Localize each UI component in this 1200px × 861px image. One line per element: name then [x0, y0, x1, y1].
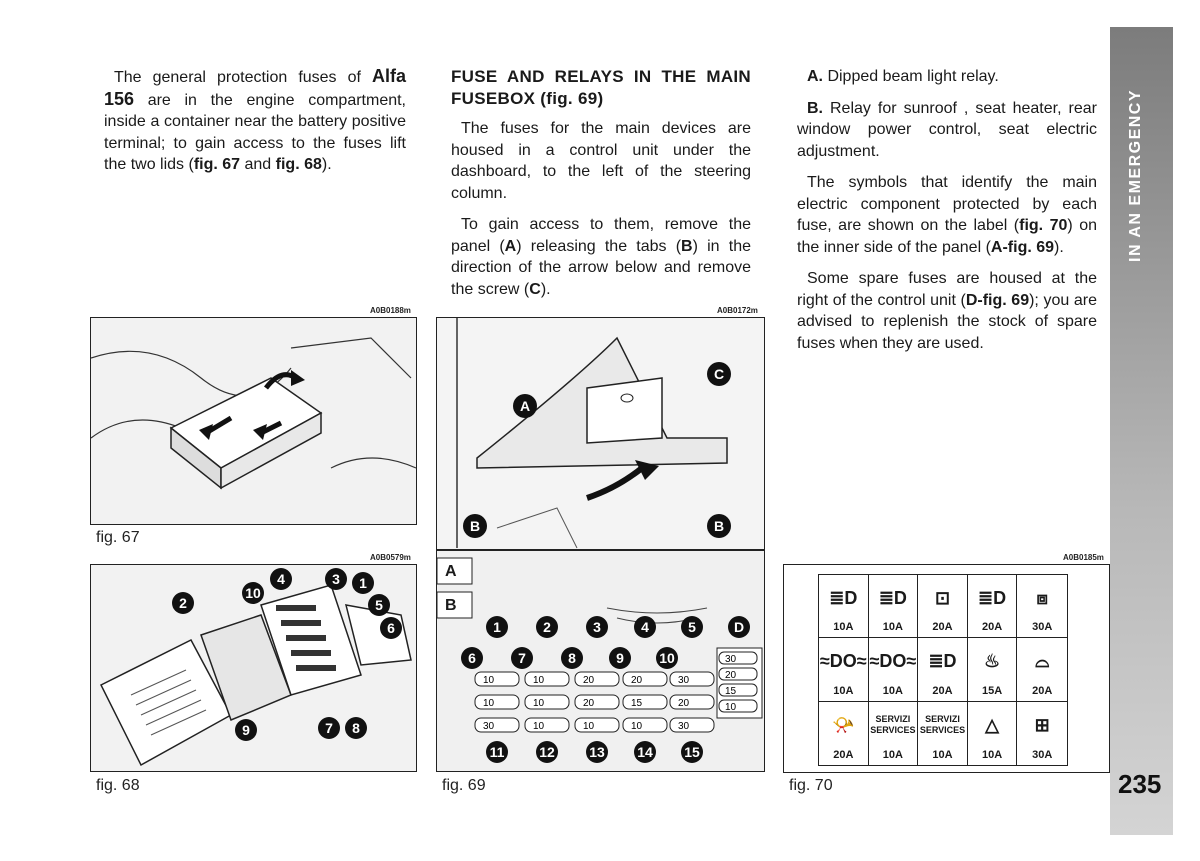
paragraph-spares: Some spare fuses are housed at the right of the control unit (D-fig. 69); you are advised to replenish the stock of spare fuses when they are used.	[797, 270, 1097, 352]
section-title	[1127, 234, 1145, 262]
svg-text:10: 10	[533, 698, 545, 709]
fuse-amperage: 30A	[1032, 621, 1053, 634]
fig69-callout-d	[728, 616, 750, 638]
fig69-spare-fuse	[719, 652, 757, 665]
fig68-illustration	[90, 564, 417, 772]
svg-text:30: 30	[483, 721, 495, 732]
fuse-symbol-servizi-services: SERVIZI SERVICES	[919, 714, 966, 736]
svg-text:C: C	[713, 366, 725, 382]
fig69-fuse-number-8	[561, 647, 583, 669]
fuse-label-cell	[918, 702, 968, 765]
fuse-symbol-label	[818, 574, 1068, 766]
fig69-illustration	[436, 317, 765, 772]
fuse-label-cell	[1017, 575, 1067, 638]
svg-text:30: 30	[725, 654, 737, 665]
svg-text:9: 9	[616, 650, 624, 666]
paragraph-access: To gain access to them, remove the panel (A) releasing the tabs (B) in the direction of the arrow below and remove the screw (C).	[451, 216, 752, 298]
fig69-callout-b-1	[463, 514, 487, 538]
fig69-callout-c-3	[707, 362, 731, 386]
svg-text:14: 14	[637, 744, 653, 760]
fuse-label-cell	[968, 702, 1018, 765]
fuse-label-cell	[869, 575, 919, 638]
relay-label-a: A	[445, 563, 457, 580]
fig68-callout-4	[270, 568, 292, 590]
svg-text:20: 20	[631, 675, 643, 686]
svg-text:15: 15	[631, 698, 643, 709]
fuse-symbol-≣d: ≣D	[829, 587, 858, 608]
svg-text:4: 4	[641, 619, 649, 635]
fuse-label-cell	[918, 575, 968, 638]
fuse-symbol-defrost: ⊞	[1034, 714, 1050, 735]
fig68-callout-2	[172, 592, 194, 614]
svg-text:11: 11	[489, 744, 505, 760]
fuse-label-cell	[968, 638, 1018, 701]
svg-text:13: 13	[589, 744, 605, 760]
svg-text:10: 10	[245, 585, 261, 601]
svg-text:6: 6	[468, 650, 476, 666]
fuse-label-cell	[819, 575, 869, 638]
fuse-label-cell	[1017, 702, 1067, 765]
fuse-symbol-wiper: ⌓	[1035, 650, 1050, 671]
relay-b-item: B. Relay for sunroof , seat heater, rear window power control, seat electric adjustment.	[797, 99, 1097, 160]
fig69-fuse	[670, 672, 714, 686]
fuse-amperage: 15A	[982, 684, 1003, 697]
fuse-amperage: 20A	[833, 748, 854, 761]
svg-text:2: 2	[543, 619, 551, 635]
fuse-symbol-servizi-services: SERVIZI SERVICES	[870, 714, 916, 736]
fig69-fuse	[475, 672, 519, 686]
fuse-amperage: 10A	[882, 748, 903, 761]
fig68-callout-7	[318, 717, 340, 739]
fig68-callout-3	[325, 568, 347, 590]
page-number: 235	[1118, 769, 1162, 799]
svg-text:9: 9	[242, 722, 250, 738]
svg-text:7: 7	[325, 720, 333, 736]
fig69-fuse-number-10	[656, 647, 678, 669]
svg-text:20: 20	[583, 675, 595, 686]
fuse-amperage: 20A	[932, 684, 953, 697]
svg-text:1: 1	[359, 575, 367, 591]
fig70-code: A0B0185m	[1063, 553, 1104, 562]
fig68-label: fig. 68	[96, 777, 140, 794]
fig69-spare-fuse	[719, 700, 757, 713]
fuse-label-cell	[869, 702, 919, 765]
fig69-fuse	[623, 672, 667, 686]
svg-text:30: 30	[678, 675, 690, 686]
svg-text:3: 3	[593, 619, 601, 635]
fuse-symbol-door: ⊡	[934, 587, 951, 608]
fig69-label: fig. 69	[442, 777, 486, 794]
fig69-fuse	[670, 718, 714, 732]
fig68-callout-10	[242, 582, 264, 604]
fuse-amperage: 10A	[982, 748, 1003, 761]
fuse-amperage: 10A	[833, 621, 854, 634]
fig69-fuse	[575, 718, 619, 732]
svg-text:10: 10	[533, 721, 545, 732]
fuse-label-cell	[1017, 638, 1067, 701]
fuse-amperage: 10A	[882, 621, 903, 634]
svg-text:10: 10	[583, 721, 595, 732]
fig68-callout-1	[352, 572, 374, 594]
fig69-fuse-number-12	[536, 741, 558, 763]
section-heading: FUSE AND RELAYS IN THE MAIN FUSEBOX (fig. 69)	[451, 67, 751, 108]
fig69-fuse	[670, 695, 714, 709]
fuse-amperage: 30A	[1032, 748, 1053, 761]
fig69-spare-fuse	[719, 684, 757, 697]
fig69-fuse-number-15	[681, 741, 703, 763]
svg-text:10: 10	[631, 721, 643, 732]
column-2	[451, 66, 751, 310]
svg-text:A: A	[519, 398, 531, 414]
svg-text:6: 6	[387, 620, 395, 636]
fig68-callout-6	[380, 617, 402, 639]
fig68-callout-8	[345, 717, 367, 739]
fuse-symbol-horn: 📯	[832, 714, 855, 735]
svg-text:20: 20	[725, 670, 737, 681]
fig69-fuse	[475, 695, 519, 709]
fig67-illustration	[90, 317, 417, 525]
svg-text:10: 10	[725, 702, 737, 713]
fig67-code: A0B0188m	[370, 306, 411, 315]
fig69-spare-fuse	[719, 668, 757, 681]
column-1	[104, 66, 406, 186]
fig69-fuse-number-3	[586, 616, 608, 638]
fig67-label: fig. 67	[96, 529, 140, 546]
fuse-symbol-roof: ⧈	[1036, 587, 1048, 608]
fig69-fuse-number-9	[609, 647, 631, 669]
fuse-symbol-seat: ♨	[984, 650, 1001, 671]
fuse-symbol-≣d: ≣D	[878, 587, 907, 608]
fuse-amperage: 20A	[932, 621, 953, 634]
svg-text:8: 8	[568, 650, 576, 666]
fig69-fuse	[623, 695, 667, 709]
svg-text:5: 5	[688, 619, 696, 635]
fig69-callout-b-2	[707, 514, 731, 538]
relay-label-b: B	[445, 597, 457, 614]
fuse-amperage: 20A	[1032, 684, 1053, 697]
fig69-fuse-number-14	[634, 741, 656, 763]
fig69-fuse-number-7	[511, 647, 533, 669]
fuse-label-cell	[869, 638, 919, 701]
fig70-label: fig. 70	[789, 777, 833, 794]
svg-text:5: 5	[375, 597, 383, 613]
svg-text:10: 10	[483, 675, 495, 686]
fig69-callout-a-0	[513, 394, 537, 418]
paragraph-symbols: The symbols that identify the main electric component protected by each fuse, are shown on the label (fig. 70) on the inner side of the panel (A-fig. 69).	[797, 174, 1098, 256]
svg-text:20: 20	[583, 698, 595, 709]
svg-text:8: 8	[352, 720, 360, 736]
svg-text:3: 3	[332, 571, 340, 587]
fuse-symbol-≈do≈: ≈DO≈	[869, 650, 917, 671]
fig69-fuse-number-13	[586, 741, 608, 763]
fig68-code: A0B0579m	[370, 553, 411, 562]
fuse-amperage: 10A	[882, 684, 903, 697]
fuse-label-cell	[819, 638, 869, 701]
column-3	[797, 66, 1097, 364]
fig69-fuse	[525, 672, 569, 686]
fuse-symbol-≣d: ≣D	[928, 650, 957, 671]
fig69-code: A0B0172m	[717, 306, 758, 315]
svg-text:2: 2	[179, 595, 187, 611]
relay-a-item: A. Dipped beam light relay.	[807, 68, 999, 85]
fig69-fuse	[575, 672, 619, 686]
fuse-label-cell	[968, 575, 1018, 638]
fuse-label-cell	[819, 702, 869, 765]
svg-text:20: 20	[678, 698, 690, 709]
paragraph-main-devices: The fuses for the main devices are housed in a control unit under the dashboard, to the left of the steering column.	[451, 120, 751, 202]
fig69-fuse-number-2	[536, 616, 558, 638]
fuse-symbol-≈do≈: ≈DO≈	[819, 650, 867, 671]
fig69-fuse	[575, 695, 619, 709]
fig69-fuse-number-6	[461, 647, 483, 669]
fig69-fuse	[525, 695, 569, 709]
svg-text:B: B	[713, 518, 725, 534]
fig69-fuse-number-11	[486, 741, 508, 763]
svg-text:B: B	[469, 518, 481, 534]
fig69-fuse	[525, 718, 569, 732]
svg-text:10: 10	[483, 698, 495, 709]
fuse-amperage: 10A	[833, 684, 854, 697]
svg-text:15: 15	[684, 744, 700, 760]
svg-text:15: 15	[725, 686, 737, 697]
fig69-fuse	[475, 718, 519, 732]
fuse-amperage: 10A	[932, 748, 953, 761]
svg-text:1: 1	[493, 619, 501, 635]
intro-paragraph: The general protection fuses of Alfa 156 are in the engine compartment, inside a container near the battery positive terminal; to gain access to the fuses lift the two lids (fig. 67 and fig. 68).	[104, 66, 406, 173]
fuse-label-cell	[918, 638, 968, 701]
fig69-fuse	[623, 718, 667, 732]
svg-text:30: 30	[678, 721, 690, 732]
fig69-fuse-number-1	[486, 616, 508, 638]
fig68-callout-5	[368, 594, 390, 616]
fig69-fuse-number-4	[634, 616, 656, 638]
fig69-fuse-number-5	[681, 616, 703, 638]
fig68-callout-9	[235, 719, 257, 741]
svg-text:10: 10	[533, 675, 545, 686]
svg-text:10: 10	[659, 650, 675, 666]
svg-text:4: 4	[277, 571, 285, 587]
svg-text:D: D	[733, 619, 745, 635]
svg-text:12: 12	[539, 744, 555, 760]
fuse-symbol-hazard: △	[985, 714, 1000, 735]
fuse-symbol-≣d: ≣D	[978, 587, 1007, 608]
svg-text:7: 7	[518, 650, 526, 666]
fuse-amperage: 20A	[982, 621, 1003, 634]
